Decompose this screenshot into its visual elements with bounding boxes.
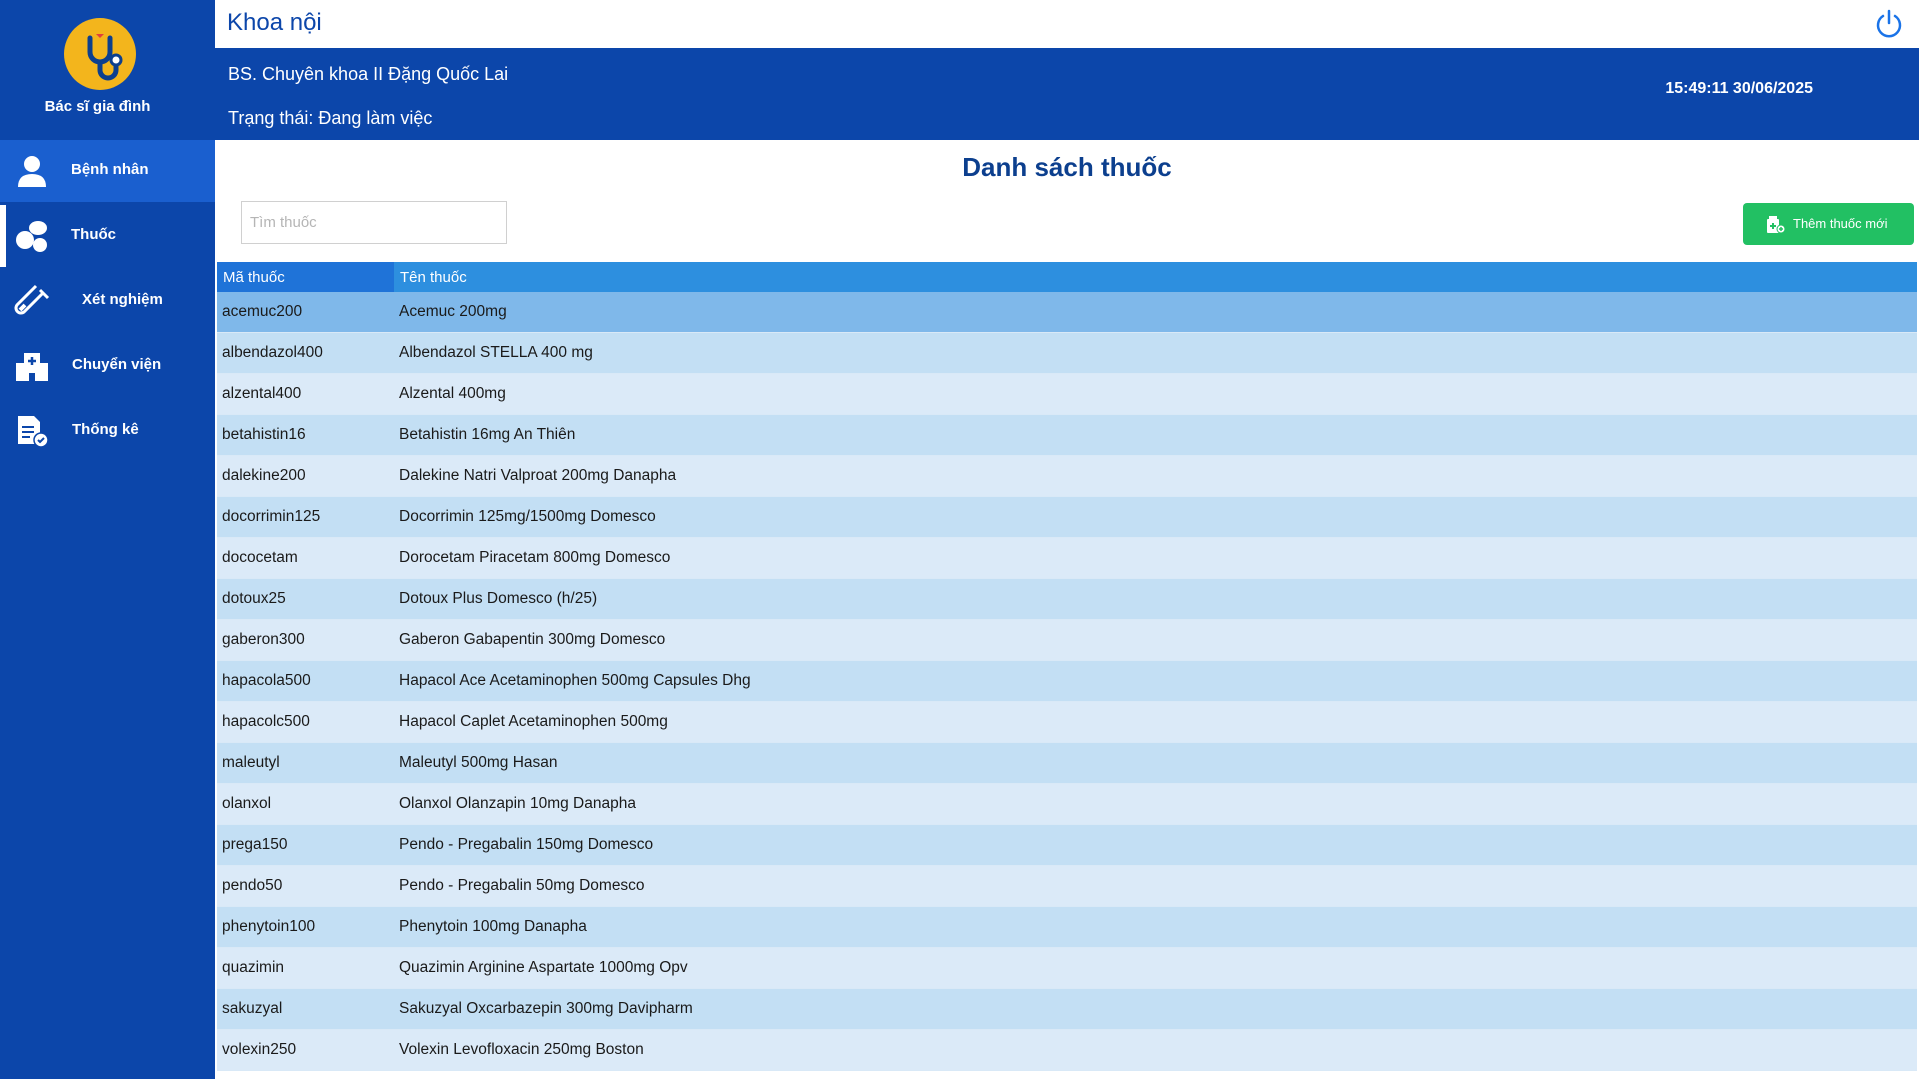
doctor-status: Trạng thái: Đang làm việc <box>228 108 433 128</box>
medicine-code-cell: hapacolc500 <box>217 702 394 743</box>
medicine-code-cell: dotoux25 <box>217 579 394 620</box>
doctor-info-bar <box>215 48 1919 140</box>
sidebar-item-label: Chuyển viện <box>72 356 162 373</box>
medicine-name-cell: Quazimin Arginine Aspartate 1000mg Opv <box>394 948 1917 989</box>
table-row[interactable] <box>217 866 1917 907</box>
doctor-name: BS. Chuyên khoa II Đặng Quốc Lai <box>228 64 509 84</box>
medicine-name-cell: Albendazol STELLA 400 mg <box>394 333 1917 374</box>
add-medicine-button[interactable] <box>1743 203 1914 245</box>
table-row[interactable] <box>217 292 1917 333</box>
medicine-name-cell: Hapacol Ace Acetaminophen 500mg Capsules Dhg <box>394 661 1917 702</box>
sidebar-item-tests[interactable] <box>0 270 215 332</box>
table-row[interactable] <box>217 538 1917 579</box>
sidebar-item-patients[interactable] <box>0 140 215 202</box>
medicine-code-cell: alzental400 <box>217 374 394 415</box>
medicine-code-cell: docorrimin125 <box>217 497 394 538</box>
table-row[interactable] <box>217 743 1917 784</box>
table-row[interactable] <box>217 784 1917 825</box>
sidebar-item-label: Xét nghiệm <box>82 291 163 308</box>
medicine-code-cell: dalekine200 <box>217 456 394 497</box>
sidebar-item-label: Bệnh nhân <box>71 161 149 178</box>
column-header-name[interactable]: Tên thuốc <box>394 262 1917 292</box>
hospital-icon <box>14 349 50 383</box>
medicine-name-cell: Pendo - Pregabalin 50mg Domesco <box>394 866 1917 907</box>
medicine-code-cell: prega150 <box>217 825 394 866</box>
medicine-name-cell: Gaberon Gabapentin 300mg Domesco <box>394 620 1917 661</box>
medicine-name-cell: Phenytoin 100mg Danapha <box>394 907 1917 948</box>
table-row[interactable] <box>217 702 1917 743</box>
table-row[interactable] <box>217 661 1917 702</box>
medicine-code-cell: quazimin <box>217 948 394 989</box>
medicine-code-cell: acemuc200 <box>217 292 394 333</box>
medicine-name-cell: Betahistin 16mg An Thiên <box>394 415 1917 456</box>
medicine-table <box>217 262 1917 1071</box>
stethoscope-icon <box>64 18 136 90</box>
pills-icon <box>14 219 50 253</box>
medicine-code-cell: phenytoin100 <box>217 907 394 948</box>
add-medicine-icon <box>1765 214 1785 234</box>
table-row[interactable] <box>217 497 1917 538</box>
medicine-name-cell: Maleutyl 500mg Hasan <box>394 743 1917 784</box>
table-row[interactable] <box>217 989 1917 1030</box>
medicine-name-cell: Alzental 400mg <box>394 374 1917 415</box>
medicine-code-cell: maleutyl <box>217 743 394 784</box>
table-row[interactable] <box>217 948 1917 989</box>
sidebar-item-medicine[interactable] <box>0 205 215 267</box>
medicine-code-cell: dococetam <box>217 538 394 579</box>
test-tube-icon <box>14 284 50 318</box>
search-input[interactable] <box>241 201 507 244</box>
app-name: Bác sĩ gia đình <box>44 98 151 115</box>
medicine-code-cell: gaberon300 <box>217 620 394 661</box>
medicine-code-cell: olanxol <box>217 784 394 825</box>
medicine-name-cell: Pendo - Pregabalin 150mg Domesco <box>394 825 1917 866</box>
medicine-code-cell: sakuzyal <box>217 989 394 1030</box>
top-bar <box>215 0 1919 48</box>
sidebar-item-label: Thống kê <box>72 421 139 438</box>
medicine-name-cell: Sakuzyal Oxcarbazepin 300mg Davipharm <box>394 989 1917 1030</box>
table-row[interactable] <box>217 825 1917 866</box>
sidebar-item-label: Thuốc <box>71 226 116 243</box>
medicine-name-cell: Dotoux Plus Domesco (h/25) <box>394 579 1917 620</box>
datetime: 15:49:11 30/06/2025 <box>1665 80 1813 97</box>
medicine-name-cell: Acemuc 200mg <box>394 292 1917 333</box>
add-medicine-label: Thêm thuốc mới <box>1793 216 1888 231</box>
page-title: Danh sách thuốc <box>962 152 1172 182</box>
app-logo <box>64 18 136 90</box>
column-header-code[interactable]: Mã thuốc <box>217 262 394 292</box>
report-icon <box>14 414 50 448</box>
medicine-code-cell: betahistin16 <box>217 415 394 456</box>
table-row[interactable] <box>217 333 1917 374</box>
table-row[interactable] <box>217 456 1917 497</box>
table-row[interactable] <box>217 907 1917 948</box>
sidebar-item-referral[interactable] <box>0 335 215 397</box>
medicine-name-cell: Dorocetam Piracetam 800mg Domesco <box>394 538 1917 579</box>
table-header-row <box>217 262 1917 292</box>
medicine-code-cell: pendo50 <box>217 866 394 907</box>
medicine-name-cell: Hapacol Caplet Acetaminophen 500mg <box>394 702 1917 743</box>
medicine-name-cell: Dalekine Natri Valproat 200mg Danapha <box>394 456 1917 497</box>
table-row[interactable] <box>217 620 1917 661</box>
medicine-code-cell: hapacola500 <box>217 661 394 702</box>
medicine-name-cell: Docorrimin 125mg/1500mg Domesco <box>394 497 1917 538</box>
medicine-name-cell: Volexin Levofloxacin 250mg Boston <box>394 1030 1917 1071</box>
power-icon[interactable] <box>1873 8 1905 40</box>
medicine-name-cell: Olanxol Olanzapin 10mg Danapha <box>394 784 1917 825</box>
medicine-code-cell: albendazol400 <box>217 333 394 374</box>
medicine-code-cell: volexin250 <box>217 1030 394 1071</box>
table-row[interactable] <box>217 415 1917 456</box>
table-row[interactable] <box>217 579 1917 620</box>
logo-area <box>0 0 215 130</box>
user-icon <box>14 154 50 188</box>
table-row[interactable] <box>217 1030 1917 1071</box>
department-title: Khoa nội <box>227 9 322 36</box>
table-row[interactable] <box>217 374 1917 415</box>
sidebar-item-statistics[interactable] <box>0 400 215 462</box>
sidebar <box>0 0 215 1079</box>
